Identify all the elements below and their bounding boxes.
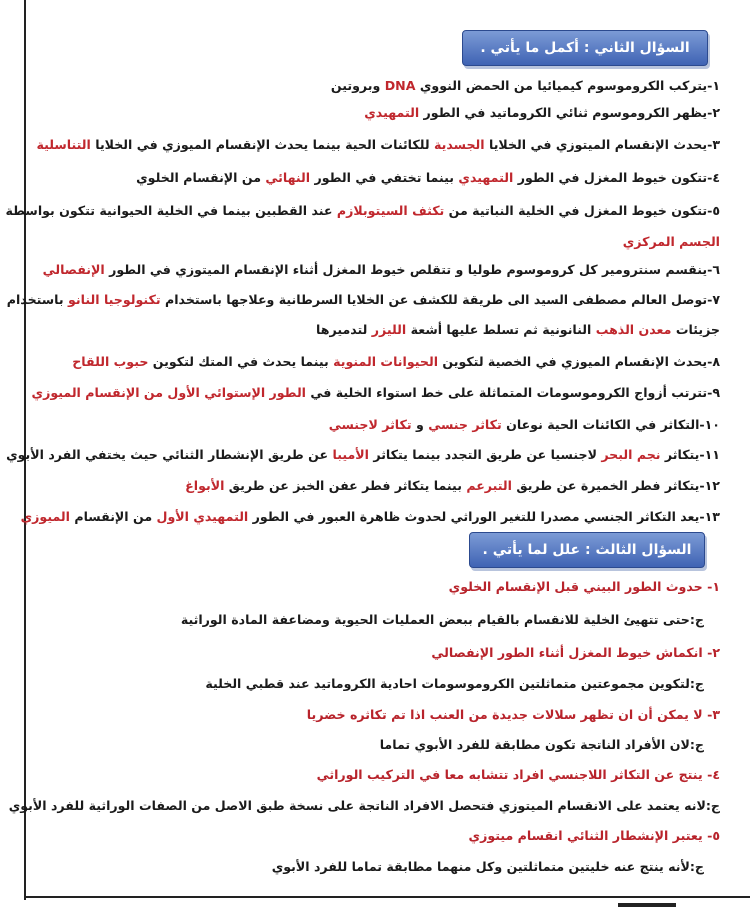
answer-highlight: معدن الذهب	[595, 322, 672, 337]
question-text: انكماش خيوط المغزل أثناء الطور الإنفصالي	[431, 645, 703, 660]
q3-answer	[40, 672, 704, 696]
q3-answer	[40, 733, 704, 757]
q3-answer	[40, 855, 704, 879]
q3-question	[40, 763, 720, 787]
item-text: باستخدام	[6, 292, 69, 307]
question-text: حدوث الطور البيني قبل الإنقسام الخلوي	[448, 579, 703, 594]
answer-highlight: نجم البحر	[601, 447, 661, 462]
answer-text: ج:حتى تتهيئ الخلية للانقسام بالقيام ببعض العمليات الحيوية ومضاعفة المادة الوراثية	[180, 612, 704, 627]
item-number: ٩	[712, 385, 720, 400]
item-text: -يتركب الكروموسوم كيميائيا من الحمض النووي	[415, 78, 713, 93]
section-header-q3	[469, 532, 705, 568]
item-number: ١٠	[704, 417, 720, 432]
q2-item	[6, 288, 720, 312]
answer-highlight: التمهيدي	[458, 170, 514, 185]
item-text: -يتكاثر	[660, 447, 705, 462]
q3-answer	[8, 794, 720, 818]
answer-highlight: الجسم المركزي	[622, 234, 720, 249]
item-text: لتدميرها	[316, 322, 372, 337]
item-text: -تترتب أزواج الكروموسومات المتماثلة على خط استواء الخلية في	[306, 385, 713, 400]
q3-answer	[40, 608, 704, 632]
item-text: -التكاثر في الكائنات الحية نوعان	[501, 417, 705, 432]
answer-highlight: حبوب اللقاح	[72, 354, 149, 369]
item-number: ٦	[712, 262, 720, 277]
q3-question	[40, 641, 720, 665]
item-text: بينما يتكاثر فطر عفن الخبز عن طريق	[224, 478, 467, 493]
corner-mark	[618, 903, 676, 907]
answer-highlight: التمهيدي الأول	[156, 509, 249, 524]
question-text: لا يمكن أن ان تظهر سلالات جديدة من العنب اذا تم تكاثره خضريا	[306, 707, 703, 722]
item-text: بينما تختفي في الطور	[310, 170, 459, 185]
question-number: ١-	[702, 579, 720, 594]
section-header-q2	[462, 30, 708, 66]
answer-highlight: تكاثر جنسي	[428, 417, 502, 432]
item-text: -يحدث الإنقسام الميتوزي في الخلايا	[484, 137, 713, 152]
item-number: ٥	[712, 203, 720, 218]
answer-text: ج:لتكوين مجموعتين متماثلتين الكروموسومات احادية الكروماتيد عند قطبي الخلية	[205, 676, 704, 691]
question-text: يعتبر الإنشطار الثنائي انقسام ميتوزي	[468, 828, 703, 843]
item-text: -توصل العالم مصطفى السيد الى طريقة للكشف عن الخلايا السرطانية وعلاجها باستخدام	[160, 292, 713, 307]
q2-item	[40, 101, 720, 125]
answer-highlight: التمهيدي	[364, 105, 420, 120]
item-text: -تتكون خيوط المغزل في الطور	[513, 170, 713, 185]
q3-question	[40, 575, 720, 599]
answer-text: ج:لانه يعتمد على الانقسام الميتوزي فتحصل الافراد الناتجة على نسخة طبق الاصل من الصفات الوراثية للفرد الأبوي	[8, 798, 720, 813]
item-text: من الإنقسام الخلوي	[136, 170, 266, 185]
item-number: ٤	[712, 170, 720, 185]
item-text: -يتكاثر فطر الخميرة عن طريق	[511, 478, 705, 493]
item-text: بينما يحدث في المتك لتكوين	[148, 354, 334, 369]
q2-item	[40, 350, 720, 374]
q3-question	[40, 703, 720, 727]
item-number: ١٢	[704, 478, 720, 493]
item-text: لاجنسيا عن طريق التجدد بينما يتكاثر	[368, 447, 602, 462]
item-number: ١٣	[704, 509, 720, 524]
item-text: للكائنات الحية بينما يحدث الإنقسام الميوزي في الخلايا	[90, 137, 434, 152]
q3-question	[40, 824, 720, 848]
question-number: ٢-	[702, 645, 720, 660]
item-number: ٢	[712, 105, 720, 120]
item-number: ١١	[704, 447, 720, 462]
answer-highlight: الليزر	[371, 322, 407, 337]
item-text: -يعد التكاثر الجنسي مصدرا للتغير الوراثي لحدوث ظاهرة العبور في الطور	[248, 509, 705, 524]
section-header-q2-text: السؤال الثاني : أكمل ما يأتي .	[480, 40, 690, 56]
answer-highlight: DNA	[384, 78, 416, 93]
question-number: ٤-	[702, 767, 720, 782]
q2-item	[36, 133, 720, 157]
item-text: و	[411, 417, 429, 432]
q2-item	[40, 474, 720, 498]
item-text: من الإنقسام	[69, 509, 157, 524]
question-text: ينتج عن التكاثر اللاجنسي افراد تتشابه معا في التركيب الوراثي	[316, 767, 703, 782]
answer-text: ج:لان الأفراد الناتجة تكون مطابقة للفرد الأبوي تماما	[379, 737, 704, 752]
answer-highlight: التبرعم	[466, 478, 512, 493]
q2-item	[40, 230, 720, 254]
item-number: ١	[712, 78, 720, 93]
item-text: النانونية ثم تسلط عليها أشعة	[406, 322, 596, 337]
answer-highlight: تكنولوجيا النانو	[68, 292, 161, 307]
item-text: جزيئات	[671, 322, 720, 337]
q2-item	[40, 413, 720, 437]
question-number: ٣-	[702, 707, 720, 722]
item-text: عن طريق الإنشطار الثنائي حيث يختفي الفرد الأبوي	[6, 447, 333, 462]
item-text: عند القطبين بينما في الخلية الحيوانية تتكون بواسطة	[5, 203, 337, 218]
q2-item	[6, 443, 720, 467]
answer-highlight: الإنفصالي	[42, 262, 105, 277]
q2-item	[31, 381, 720, 405]
q2-item	[40, 318, 720, 342]
item-text: -يظهر الكروموسوم ثنائي الكروماتيد في الطور	[419, 105, 713, 120]
item-text: -ينقسم سنترومير كل كروموسوم طوليا و تتقلص خيوط المغزل أثناء الإنقسام الميتوزي في الطور	[104, 262, 713, 277]
item-number: ٧	[712, 292, 720, 307]
answer-highlight: التناسلية	[36, 137, 91, 152]
answer-highlight: الأبواغ	[185, 478, 225, 493]
item-number: ٨	[712, 354, 720, 369]
q2-item	[40, 166, 720, 190]
answer-highlight: تكثف السيتوبلازم	[336, 203, 445, 218]
item-number: ٣	[712, 137, 720, 152]
q2-item	[40, 258, 720, 282]
item-text: -تتكون خيوط المغزل في الخلية النباتية من	[444, 203, 713, 218]
q2-item	[40, 74, 720, 98]
answer-highlight: الطور الإستوائي الأول من الإنقسام الميوزي	[31, 385, 306, 400]
answer-highlight: الأميبا	[332, 447, 369, 462]
question-number: ٥-	[702, 828, 720, 843]
answer-text: ج:لأنه ينتج عنه خليتين متماثلتين وكل منهما مطابقة تماما للفرد الأبوي	[271, 859, 704, 874]
answer-highlight: الحيوانات المنوية	[333, 354, 439, 369]
answer-highlight: الميوزي	[20, 509, 70, 524]
section-header-q3-text: السؤال الثالث : علل لما يأتي .	[482, 542, 692, 558]
answer-highlight: تكاثر لاجنسي	[328, 417, 412, 432]
bottom-border-line	[24, 896, 750, 898]
q2-item	[5, 199, 720, 223]
item-text: وبروتين	[330, 78, 385, 93]
answer-highlight: النهائي	[265, 170, 311, 185]
answer-highlight: الجسدية	[434, 137, 485, 152]
q2-item	[20, 505, 720, 529]
item-text: -يحدث الإنقسام الميوزي في الخصية لتكوين	[438, 354, 713, 369]
